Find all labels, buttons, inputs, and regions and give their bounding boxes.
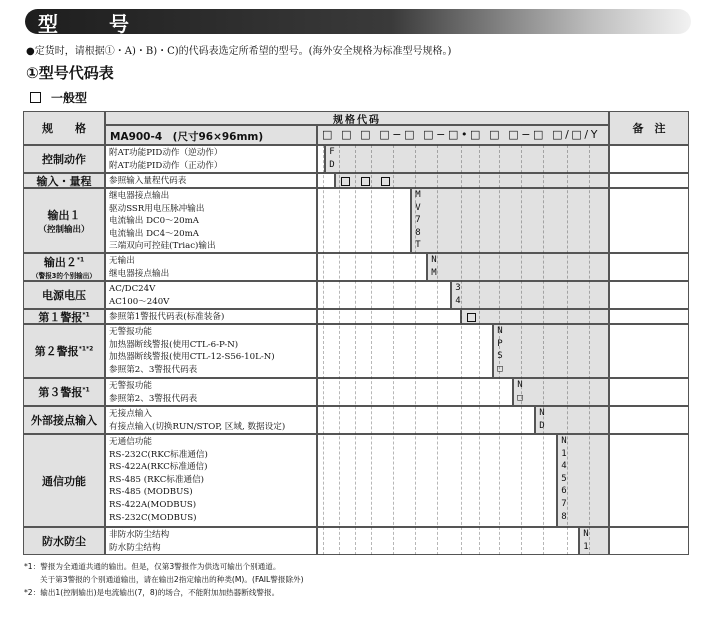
communication-code-2: 4 [561,461,567,472]
external-contact-description [105,406,317,434]
input-range-description [105,173,317,188]
code-guide-line [499,145,500,555]
input-range-code-box-icon [361,177,370,186]
input-range-code-box-icon [381,177,390,186]
output1-code-1: V [415,202,421,213]
alarm1-description [105,309,317,324]
alarm2-label [23,324,105,378]
intro-text: ●定货时，请根据①・A)・B)・C)的代码表选定所希望的型号。(海外安全规格为标准型号规格。) [26,46,452,57]
communication-code-3: 5 [561,473,567,484]
control-action-option-1: 附AT功能PID动作（正动作） [109,160,223,171]
alarm2-code-2: S [497,351,503,362]
communication-code-0: N [561,436,567,446]
waterproof-label [23,527,105,555]
waterproof-option-1: 防水防尘结构 [109,542,161,553]
communication-description [105,434,317,527]
power-voltage-label-text: 电源电压 [42,289,86,302]
output1-option-3: 电流输出 DC4～20mA [109,228,199,239]
control-action-option-0: 附AT功能PID动作（逆动作） [109,148,223,158]
alarm2-note-mark: *1*2 [78,345,94,353]
alarm3-remark [609,378,689,406]
waterproof-label-text: 防水防尘 [42,535,86,548]
alarm2-code-3: □ [497,363,503,374]
alarm3-code-1: □ [517,392,523,403]
code-guide-line [437,145,438,555]
input-range-code-blank [317,173,335,188]
output2-option-1: 继电器接点输出 [109,268,170,279]
code-guide-line [521,145,522,555]
subsection-title [30,89,87,106]
output2-sublabel: （警报3的个别输出） [32,272,96,280]
alarm1-label [23,309,105,324]
output2-code-shade [427,253,609,281]
power-voltage-code-shade [451,281,609,309]
external-contact-code-0: N [539,408,545,418]
external-contact-code-1: D [539,420,545,431]
input-range-option-0: 参照输入量程代码表 [109,176,187,186]
checkbox-square-icon [30,92,41,103]
communication-code-1: 1 [561,448,567,459]
waterproof-code-0: N [583,529,589,539]
control-action-label [23,145,105,173]
page-title: 型 号 [38,12,151,36]
input-range-code-box-icon [341,177,350,186]
code-guide-line [323,145,324,555]
code-guide-line [371,145,372,555]
output1-code-2: 7 [415,215,421,226]
model-name: MA900-4 (尺寸96×96mm) [105,125,317,145]
alarm1-option-0: 参照第1警报代码表(标准装备) [109,312,225,322]
alarm2-code-shade [493,324,609,378]
output2-code-0: N [431,255,437,265]
external-contact-option-1: 有接点输入(切换RUN/STOP, 区域, 数据设定) [109,421,286,432]
output1-option-4: 三端双向可控硅(Triac)输出 [109,241,216,252]
code-guide-line [339,145,340,555]
code-pattern: □ □ □ □−□ □−□•□ □ □−□ □/□/Y [317,125,609,145]
alarm3-label [23,378,105,406]
code-guide-line [461,145,462,555]
alarm2-label-text: 第２警报$^{*1*2}$ [34,345,94,358]
code-guide-line [415,145,416,555]
output2-label [23,253,105,281]
footnote-1: *1：警报为全通道共通的输出。但是，仅第3警报作为供选可输出个别通道。 [24,562,281,571]
waterproof-remark [609,527,689,555]
power-voltage-code-0: 3 [455,283,461,293]
alarm3-code-shade [513,378,609,406]
input-range-label [23,173,105,188]
output1-label-text: 输出１ [47,208,81,222]
output1-code-blank [317,188,411,253]
subsection-label: 一般型 [51,91,88,105]
communication-option-1: RS-232C(RKC标准通信) [109,449,208,460]
code-guide-line [355,145,356,555]
external-contact-code-blank [317,406,535,434]
output1-remark [609,188,689,253]
output1-sublabel: （控制输出） [38,224,90,235]
alarm3-option-0: 无警报功能 [109,381,152,391]
code-guide-line [589,145,590,555]
alarm1-code-box-icon [467,313,476,322]
code-guide-line [543,145,544,555]
alarm1-note-mark: *1 [82,310,90,318]
waterproof-option-0: 非防水防尘结构 [109,530,170,540]
output2-note-mark: *1 [76,256,85,264]
code-guide-line [479,145,480,555]
output1-code-4: T [415,240,421,251]
power-voltage-remark [609,281,689,309]
communication-option-0: 无通信功能 [109,437,152,447]
external-contact-label [23,406,105,434]
communication-option-6: RS-232C(MODBUS) [109,512,197,523]
control-action-description [105,145,317,173]
communication-label [23,434,105,527]
output1-description [105,188,317,253]
communication-option-4: RS-485 (MODBUS) [109,487,193,498]
alarm2-code-blank [317,324,493,378]
code-header: 规格代码 [105,111,609,125]
output2-remark [609,253,689,281]
alarm3-label-text: 第３警报$^{*1}$ [38,386,90,399]
communication-label-text: 通信功能 [42,474,86,488]
power-voltage-code-1: 4 [455,295,461,306]
output2-option-0: 无输出 [109,256,135,266]
code-guide-line [567,145,568,555]
communication-option-5: RS-422A(MODBUS) [109,499,197,510]
communication-code-5: 7 [561,499,567,509]
power-voltage-option-1: AC100～240V [109,296,170,307]
external-contact-remark [609,406,689,434]
footnote-1-cont: 关于第3警报的个别通道输出，请在输出2指定输出的种类(M)。(FAIL警报除外) [40,575,304,584]
alarm2-code-0: N [497,326,503,336]
control-action-code-0: F [329,147,335,157]
input-range-remark [609,173,689,188]
alarm1-code-shade [461,309,609,324]
control-action-label-text: 控制动作 [42,153,86,166]
power-voltage-code-blank [317,281,451,309]
alarm2-option-0: 无警报功能 [109,327,152,337]
output2-code-blank [317,253,427,281]
alarm2-option-1: 加热器断线警报(使用CTL-6-P-N) [109,339,239,350]
remark-header: 备 注 [609,111,689,145]
output2-label-text: 输出２$^{*1}$ [43,256,85,269]
model-code-table [23,111,689,553]
external-contact-option-0: 无接点输入 [109,409,152,419]
communication-code-4: 6 [561,486,567,497]
code-guide-line [393,145,394,555]
communication-code-6: 8 [561,511,567,522]
external-contact-label-text: 外部接点输入 [31,414,97,427]
communication-option-3: RS-485 (RKC标准通信) [109,474,205,485]
control-action-code-1: D [329,159,335,170]
alarm3-code-0: N [517,380,523,390]
alarm3-description [105,378,317,406]
spec-header: 规 格 [23,111,105,145]
output1-code-3: 8 [415,227,421,238]
output1-label [23,188,105,253]
waterproof-description [105,527,317,555]
power-voltage-option-0: AC/DC24V [109,284,156,294]
control-action-remark [609,145,689,173]
alarm2-remark [609,324,689,378]
section-title: ①型号代码表 [26,64,114,82]
output2-description [105,253,317,281]
communication-remark [609,434,689,527]
alarm2-option-2: 加热器断线警报(使用CTL-12-S56-10L-N) [109,352,275,363]
power-voltage-description [105,281,317,309]
output1-option-2: 电流输出 DC0～20mA [109,216,199,227]
alarm2-description [105,324,317,378]
alarm1-remark [609,309,689,324]
alarm3-note-mark: *1 [82,386,90,394]
output1-option-1: 驱动SSR用电压脉冲输出 [109,203,205,214]
alarm3-option-1: 参照第2、3警报代码表 [109,393,198,404]
power-voltage-label [23,281,105,309]
waterproof-code-blank [317,527,579,555]
output1-code-0: M [415,190,421,200]
output2-code-1: M [431,267,437,278]
input-range-label-text: 输入・量程 [36,174,92,188]
alarm1-label-text: 第１警报$^{*1}$ [38,310,90,324]
waterproof-code-1: 1 [583,541,589,552]
alarm2-option-3: 参照第2、3警报代码表 [109,364,198,375]
output1-option-0: 继电器接点输出 [109,191,170,201]
footnote-2: *2：输出1(控制输出)是电流输出(7，8)的场合，不能附加加热器断线警报。 [24,588,280,597]
communication-option-2: RS-422A(RKC标准通信) [109,462,208,473]
alarm2-code-1: P [497,338,503,349]
output1-code-shade [411,188,609,253]
